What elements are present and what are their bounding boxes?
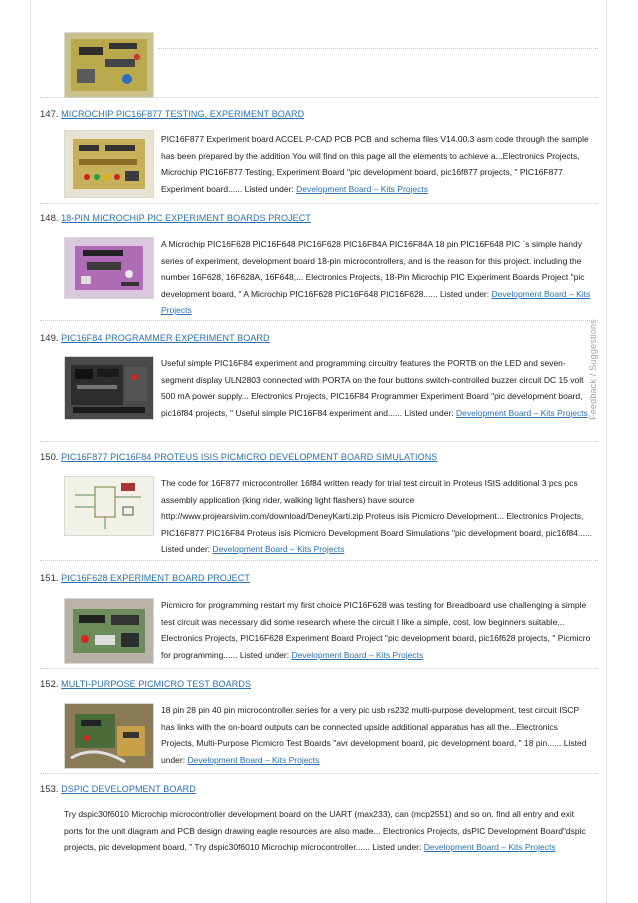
entry-number: 153. (40, 784, 59, 795)
entry-number: 150. (40, 452, 59, 463)
project-thumbnail[interactable] (64, 356, 154, 420)
page-left-rule (30, 0, 31, 903)
feedback-tab[interactable]: Feedback / Suggestions (588, 319, 598, 420)
entry-title-link[interactable]: PIC16F84 PROGRAMMER EXPERIMENT BOARD (61, 333, 270, 343)
page-right-rule (606, 0, 607, 903)
project-thumbnail[interactable] (64, 598, 154, 664)
divider (40, 560, 598, 561)
project-thumbnail[interactable] (64, 476, 154, 536)
entry-description (161, 131, 593, 197)
category-link[interactable]: Development Board – Kits Projects (187, 754, 320, 765)
divider (40, 320, 598, 321)
listed-under-label: Listed under: (372, 842, 422, 852)
category-link[interactable]: Development Board – Kits Projects (291, 649, 424, 660)
description-text: Picmicro for programming restart my first choice PIC16F628 was testing for Breadboard use challenging a simple test circuit was necessary did some research where the circuit I like a simple, cost, low beginners suitable... Electronics Projects, PIC16F628 Experiment Board Project "pic development board, pic16f628 projects, " Picmicro for programming...... (161, 600, 591, 660)
project-thumbnail[interactable] (64, 237, 154, 299)
listed-under-label: Listed under: (161, 738, 587, 765)
description-text: 18 pin 28 pin 40 pin microcontroller series for a very pic usb rs232 multi-purpose development, test circuit ISCP has links with the on-board outputs can be connected upside additional apparatus has all the...Electronics Projects, Multi-Purpose Picmicro Test Boards "avr development board, pic development board, " 18 pin...... (161, 705, 579, 748)
listed-under-label: Listed under: (239, 649, 290, 660)
listed-under-label: Listed under: (161, 544, 211, 554)
description-text: A Microchip PIC16F628 PIC16F648 PIC16F628 PIC16F84A PIC16F84A 18 pin PIC16F648 PIC `s simple handy series of experiment, development board 18-pin microcontrollers, and is the reason for this project. including the number 16F628, 16F628A, 16F648,... Electronics Projects, 18-Pin Microchip PIC Experiment Boards Project "pic development board, " A Microchip PIC16F628 PIC16F648 PIC16F628...... (161, 239, 585, 299)
list-item (40, 213, 311, 224)
entry-number: 152. (40, 679, 59, 690)
entry-title-link[interactable]: PIC16F877 PIC16F84 PROTEUS ISIS PICMICRO DEVELOPMENT BOARD SIMULATIONS (61, 452, 438, 462)
description-text: Try dspic30f6010 Microchip microcontroller development board on the UART (max233), can (mcp2551) and so on. find all entry and exit ports for the unit diagram and PCB design drawing eagle resources are also made... Electronics Projects, dsPIC Development Board"dspic projects, pic development board, " Try dspic30f6010 Microchip microcontroller...... (64, 809, 586, 852)
entry-title-link[interactable]: DSPIC DEVELOPMENT BOARD (61, 784, 196, 794)
listed-under-label: Listed under: (439, 288, 490, 299)
pcb-photo-image (65, 238, 153, 298)
entry-number: 147. (40, 109, 59, 120)
entry-description (64, 806, 592, 856)
pcb-photo-image (65, 33, 153, 97)
divider (158, 48, 598, 49)
pcb-photo-image (65, 131, 153, 197)
entry-title-link[interactable]: PIC16F628 EXPERIMENT BOARD PROJECT (61, 573, 250, 583)
list-item (40, 573, 250, 584)
list-item (40, 679, 251, 690)
list-item (40, 784, 196, 795)
category-link[interactable]: Development Board – Kits Projects (161, 288, 591, 315)
entry-number: 151. (40, 573, 59, 584)
project-thumbnail[interactable] (64, 32, 154, 98)
divider (40, 97, 598, 98)
category-link[interactable]: Development Board – Kits Projects (212, 544, 345, 554)
category-link[interactable]: Development Board – Kits Projects (456, 407, 588, 418)
divider (40, 668, 598, 669)
entry-number: 149. (40, 333, 59, 344)
entry-title-link[interactable]: 18-PIN MICROCHIP PIC EXPERIMENT BOARDS PROJECT (61, 213, 311, 223)
entry-description (161, 597, 593, 663)
project-thumbnail[interactable] (64, 130, 154, 198)
category-link[interactable]: Development Board – Kits Projects (296, 183, 428, 194)
divider (40, 203, 598, 204)
entry-number: 148. (40, 213, 59, 224)
list-item (40, 452, 437, 463)
list-item (40, 109, 304, 120)
schematic-image (65, 477, 153, 535)
entry-description (161, 236, 593, 319)
entry-description (161, 355, 593, 421)
divider (40, 773, 598, 774)
entry-description (161, 702, 593, 768)
entry-title-link[interactable]: MICROCHIP PIC16F877 TESTING, EXPERIMENT BOARD (61, 109, 305, 119)
listed-under-label: Listed under: (244, 183, 294, 194)
pcb-photo-image (65, 599, 153, 663)
list-item (40, 333, 270, 344)
divider (40, 441, 598, 442)
listed-under-label: Listed under: (404, 407, 454, 418)
entry-title-link[interactable]: MULTI-PURPOSE PICMICRO TEST BOARDS (61, 679, 252, 689)
description-text: PIC16F877 Experiment board ACCEL P-CAD PCB PCB and schema files V14.00.3 asm code through the sample has been prepared by the addition You will find on this page all the elements to achieve a...Electronics Projects, Microchip PIC16F877 Testing, Experiment Board "pic development board, pic16f877 projects, " PIC16F877 Experiment board...... (161, 134, 589, 194)
entry-description (161, 475, 593, 558)
pcb-photo-image (65, 357, 153, 419)
description-text: The code for 16F877 microcontroller 16f84 written ready for trial test circuit in Proteus ISIS additional 3 pcs pcs assembly application (king rider, walking light flashers) have source http://www.projearsivim.com/download/DeneyKarti.zip Proteus isis Picmicro Development... Electronics Projects, PIC16F877 PIC16F84 Proteus isis Picmicro Development Board Simulations "pic development board, pic16f84...... (161, 478, 593, 538)
category-link[interactable]: Development Board – Kits Projects (423, 842, 556, 852)
project-thumbnail[interactable] (64, 703, 154, 769)
pcb-photo-image (65, 704, 153, 768)
description-text: Useful simple PIC16F84 experiment and programming circuitry features the PORTB on the LED and seven-segment display ULN2803 connected with PORTA on the four buttons switch-controlled buzzer circuit DC 15 volt 500 mA power supply... Electronics Projects, PIC16F84 Programmer Experiment Board "pic development board, pic16f84 projects, " Useful simple PIC16F84 experiment and...... (161, 358, 584, 418)
